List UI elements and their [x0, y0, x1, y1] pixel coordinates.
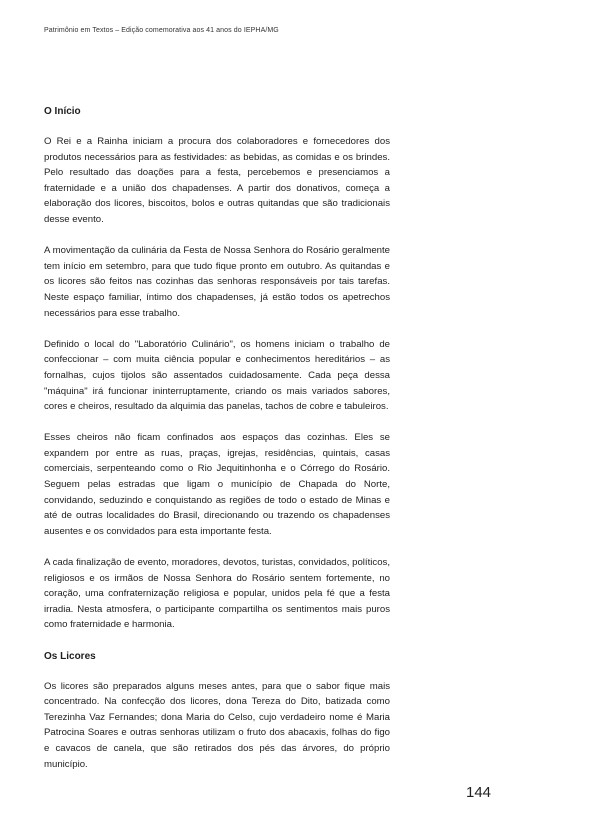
- paragraph: Esses cheiros não ficam confinados aos espaços das cozinhas. Eles se expandem por entre as ruas, praças, igrejas, residências, quintais, casas comerciais, serpenteando como o Rio Jequitinhonha e o Córrego do Rosário. Seguem pelas estradas que ligam o município de Chapada do Norte, convidando, seduzindo e conquistando as regiões de todo o estado de Minas e até de outras localidades do Brasil, direcionando ou trazendo os chapadenses ausentes e os convidados para esta importante festa.: [44, 432, 390, 537]
- section-title: Os Licores: [44, 650, 96, 662]
- paragraph: A cada finalização de evento, moradores, devotos, turistas, convidados, políticos, religiosos e os irmãos de Nossa Senhora do Rosário sentem fortemente, no coração, uma confraternização religiosa e popular, unidos pela fé que a festa irradia. Nesta atmosfera, o participante compartilha os sentimentos mais puros como fraternidade e harmonia.: [44, 557, 390, 631]
- running-header: Patrimônio em Textos – Edição comemorativa aos 41 anos do IEPHA/MG: [44, 27, 279, 34]
- paragraph: Definido o local do "Laboratório Culinário", os homens iniciam o trabalho de confeccionar – com muita ciência popular e conhecimentos hereditários – as fornalhas, cujos tijolos são assentados cuidadosamente. Cada peça dessa "máquina" irá funcionar ininterruptamente, criando os mais variados sabores, cores e cheiros, resultado da alquimia das panelas, tachos de cobre e tabuleiros.: [44, 338, 390, 413]
- paragraph: O Rei e a Rainha iniciam a procura dos colaboradores e fornecedores dos produtos necessários para as festividades: as bebidas, as comidas e os brindes. Pelo resultado das doações para a festa, percebemos e presenciamos a fraternidade e a união dos chapadenses. A partir dos donativos, começa a elaboração dos licores, biscoitos, bolos e outras quitandas que são tradicionais desse evento.: [44, 136, 390, 225]
- section-title: O Início: [44, 106, 81, 117]
- page-number: 144: [466, 784, 492, 801]
- article-body: [44, 100, 390, 788]
- section-os-licores: [44, 649, 390, 773]
- section-o-inicio: [44, 104, 390, 633]
- paragraph: Os licores são preparados alguns meses antes, para que o sabor fique mais concentrado. Na confecção dos licores, dona Tereza do Dito, batizada como Terezinha Vaz Fernandes; dona Maria do Celso, cujo verdadeiro nome é Maria Patrocina Soares e outras senhoras utilizam o fruto dos abacaxis, folhas do figo e cavacos de canela, que são retirados dos pés das árvores, do próprio município.: [44, 680, 390, 770]
- paragraph: A movimentação da culinária da Festa de Nossa Senhora do Rosário geralmente tem início em setembro, para que tudo fique pronto em outubro. As quitandas e os licores são feitos nas cozinhas das senhoras responsáveis por tais tarefas. Neste espaço familiar, íntimo dos chapadenses, já estão todos os apetrechos necessários para esse trabalho.: [44, 245, 390, 319]
